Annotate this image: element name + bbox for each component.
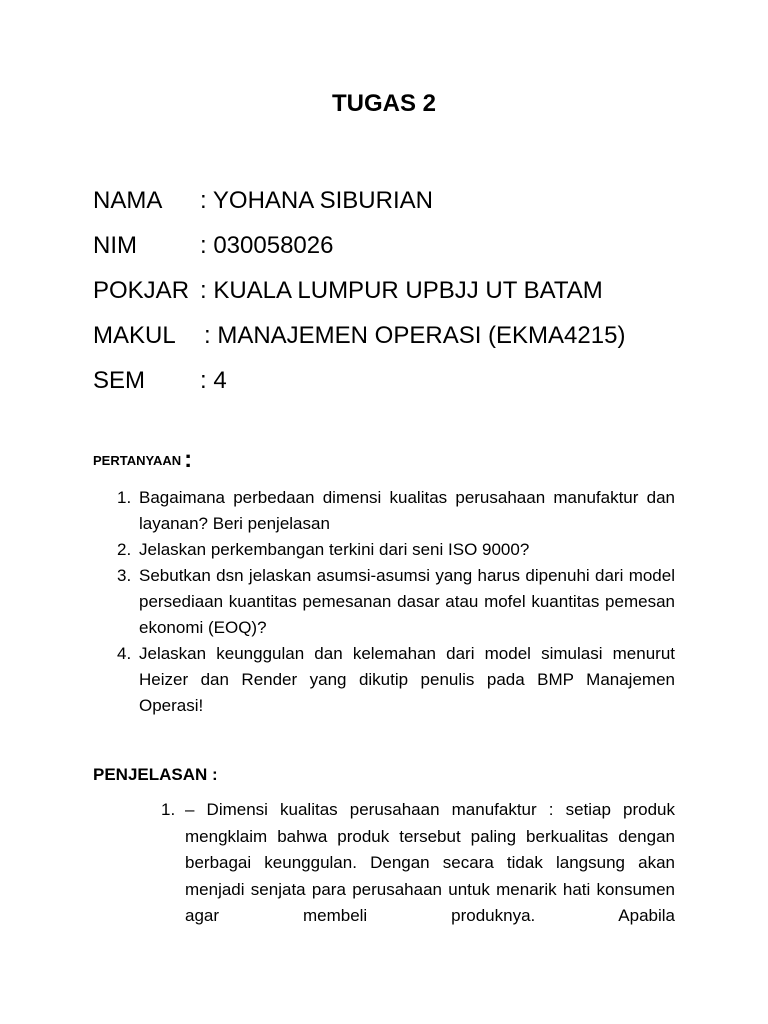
info-label: NAMA [93,187,163,214]
questions-heading-colon: : [184,446,193,473]
answers-list [93,797,675,930]
question-item [93,485,675,537]
question-item [93,641,675,719]
question-number: 2. [117,540,132,559]
info-row-nim [93,228,713,273]
question-number-cell [93,563,139,641]
answers-heading: PENJELASAN : [93,765,218,784]
info-row-pokjar [93,273,713,318]
info-row-nama [93,183,713,228]
question-number: 4. [117,644,132,663]
question-number-cell [93,641,139,719]
question-text: Sebutkan dsn jelaskan asumsi-asumsi yang harus dipenuhi dari model persediaan kuantitas pemesanan dasar atau mofel kuantitas pemesan ekonomi (EOQ)? [139,566,675,637]
questions-heading [93,447,192,474]
document-title: TUGAS 2 [331,90,436,117]
answer-text: – Dimensi kualitas perusahaan manufaktur : setiap produk mengklaim bahwa produk tersebut paling berkualitas dengan berbagai keunggulan. Dengan secara tidak langsung akan menjadi senjata para perusahaan untuk menarik hati konsumen agar membeli produknya. Apabila [185,800,675,925]
question-text: Bagaimana perbedaan dimensi kualitas perusahaan manufaktur dan layanan? Beri penjelasan [139,488,675,533]
info-value: : YOHANA SIBURIAN [200,187,433,214]
questions-list [93,485,675,719]
question-item [93,537,675,563]
info-value: : KUALA LUMPUR UPBJJ UT BATAM [200,277,603,304]
question-number-cell [93,537,139,563]
info-value: : 4 [200,367,227,394]
info-label: POKJAR [93,277,190,304]
question-text: Jelaskan keunggulan dan kelemahan dari model simulasi menurut Heizer dan Render yang dikutip penulis pada BMP Manajemen Operasi! [139,644,675,715]
info-value: : 030058026 [200,232,334,259]
answer-number: 1. [161,800,176,819]
info-value: : MANAJEMEN OPERASI (EKMA4215) [204,322,626,349]
question-item [93,563,675,641]
info-row-sem [93,363,713,408]
info-label: NIM [93,232,137,259]
answer-item [93,797,675,930]
question-text: Jelaskan perkembangan terkini dari seni ISO 9000? [139,540,530,559]
answer-number-cell [93,797,185,930]
info-label: SEM [93,367,146,394]
question-number: 3. [117,566,132,585]
question-number-cell [93,485,139,537]
info-row-makul [93,318,713,363]
questions-heading-text: PERTANYAAN [93,453,182,468]
student-info [93,183,713,408]
info-label: MAKUL [93,322,176,349]
question-number: 1. [117,488,132,507]
